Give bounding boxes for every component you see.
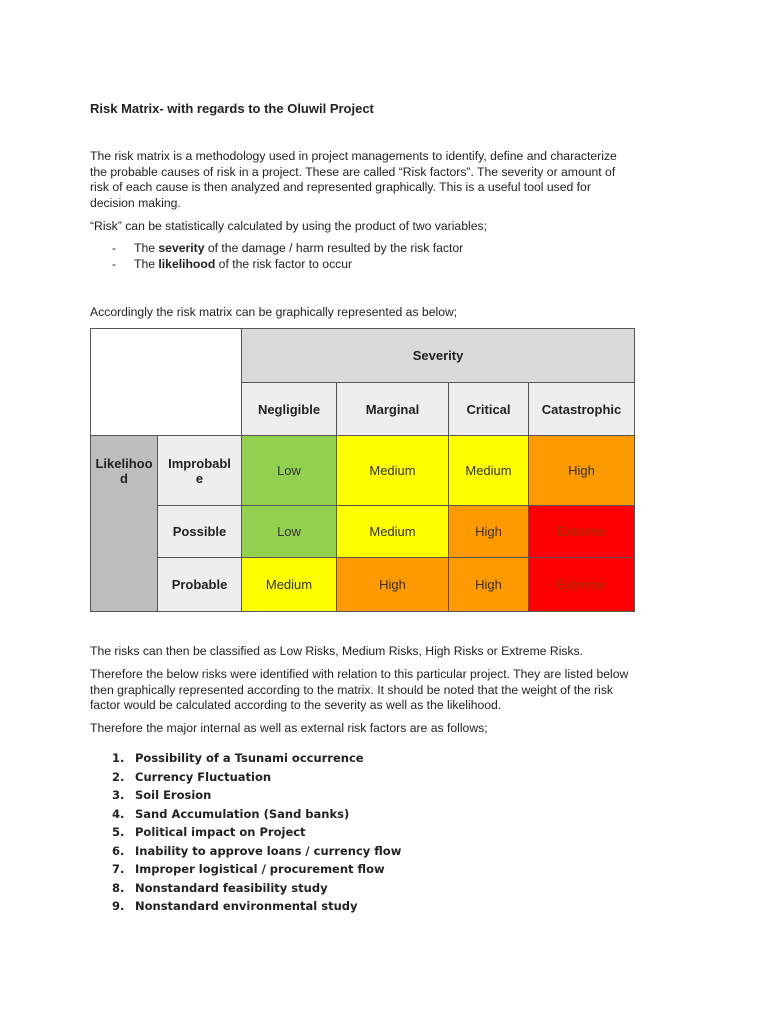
- matrix-cell: Medium: [337, 506, 449, 558]
- intro-line: the probable causes of risk in a project. These are called “Risk factors”. The severity or amount of: [90, 164, 616, 179]
- matrix-cell: Medium: [242, 558, 337, 612]
- variable-bullet-list: [90, 241, 680, 272]
- identification-paragraph: Therefore the below risks were identified with relation to this particular project. They are listed below then graphically represented according to the matrix. It should be noted that the weight of the risk factor would be calculated according to the severity as well as the likelihood.: [90, 667, 629, 713]
- severity-header: Severity: [242, 329, 635, 383]
- matrix-cell: High: [529, 436, 635, 506]
- list-item: 2. Currency Fluctuation: [112, 769, 272, 784]
- list-item: 3. Soil Erosion: [112, 788, 212, 802]
- intro-paragraph: [90, 149, 680, 211]
- likelihood-header: Likelihoo d: [91, 436, 158, 612]
- list-item: 9. Nonstandard environmental study: [112, 899, 358, 913]
- column-header: Negligible: [242, 383, 337, 436]
- risk-factors-intro-paragraph: Therefore the major internal as well as external risk factors are as follows;: [90, 721, 488, 735]
- matrix-cell: Extreme: [529, 558, 635, 612]
- page-title: Risk Matrix- with regards to the Oluwil Project: [90, 101, 374, 116]
- matrix-intro-paragraph: Accordingly the risk matrix can be graphically represented as below;: [90, 305, 458, 319]
- list-item: 8. Nonstandard feasibility study: [112, 880, 328, 895]
- matrix-cell: High: [449, 506, 529, 558]
- intro-line: The risk matrix is a methodology used in project managements to identify, define and characterize: [90, 149, 617, 163]
- row-header: Probable: [158, 558, 242, 612]
- list-item: 4. Sand Accumulation (Sand banks): [112, 806, 350, 821]
- matrix-cell: High: [449, 558, 529, 612]
- classification-paragraph: The risks can then be classified as Low Risks, Medium Risks, High Risks or Extreme Risks.: [90, 644, 584, 658]
- matrix-cell: Low: [242, 436, 337, 506]
- list-item: 5. Political impact on Project: [112, 825, 306, 839]
- matrix-cell: Low: [242, 506, 337, 558]
- matrix-cell: High: [337, 558, 449, 612]
- bullet-item: - The likelihood of the risk factor to occur: [112, 256, 353, 271]
- column-header: Marginal: [337, 383, 449, 436]
- list-item: 7. Improper logistical / procurement flow: [112, 862, 385, 876]
- risk-factor-list: [90, 749, 680, 916]
- column-header: Catastrophic: [529, 383, 635, 436]
- row-header: Possible: [158, 506, 242, 558]
- list-item: 1. Possibility of a Tsunami occurrence: [112, 751, 364, 765]
- matrix-cell: Extreme: [529, 506, 635, 558]
- intro-line: decision making.: [90, 195, 181, 210]
- bullet-item: - The severity of the damage / harm resulted by the risk factor: [112, 241, 464, 255]
- row-header: Improbabl e: [158, 436, 242, 506]
- list-item: 6. Inability to approve loans / currency flow: [112, 843, 402, 858]
- matrix-cell: Medium: [449, 436, 529, 506]
- risk-definition-paragraph: “Risk” can be statistically calculated by using the product of two variables;: [90, 219, 487, 233]
- risk-matrix-table: [90, 328, 635, 612]
- column-header: Critical: [449, 383, 529, 436]
- matrix-corner-cell: [91, 329, 242, 436]
- matrix-cell: Medium: [337, 436, 449, 506]
- intro-line: risk of each cause is then analyzed and represented graphically. This is a useful tool used for: [90, 180, 591, 195]
